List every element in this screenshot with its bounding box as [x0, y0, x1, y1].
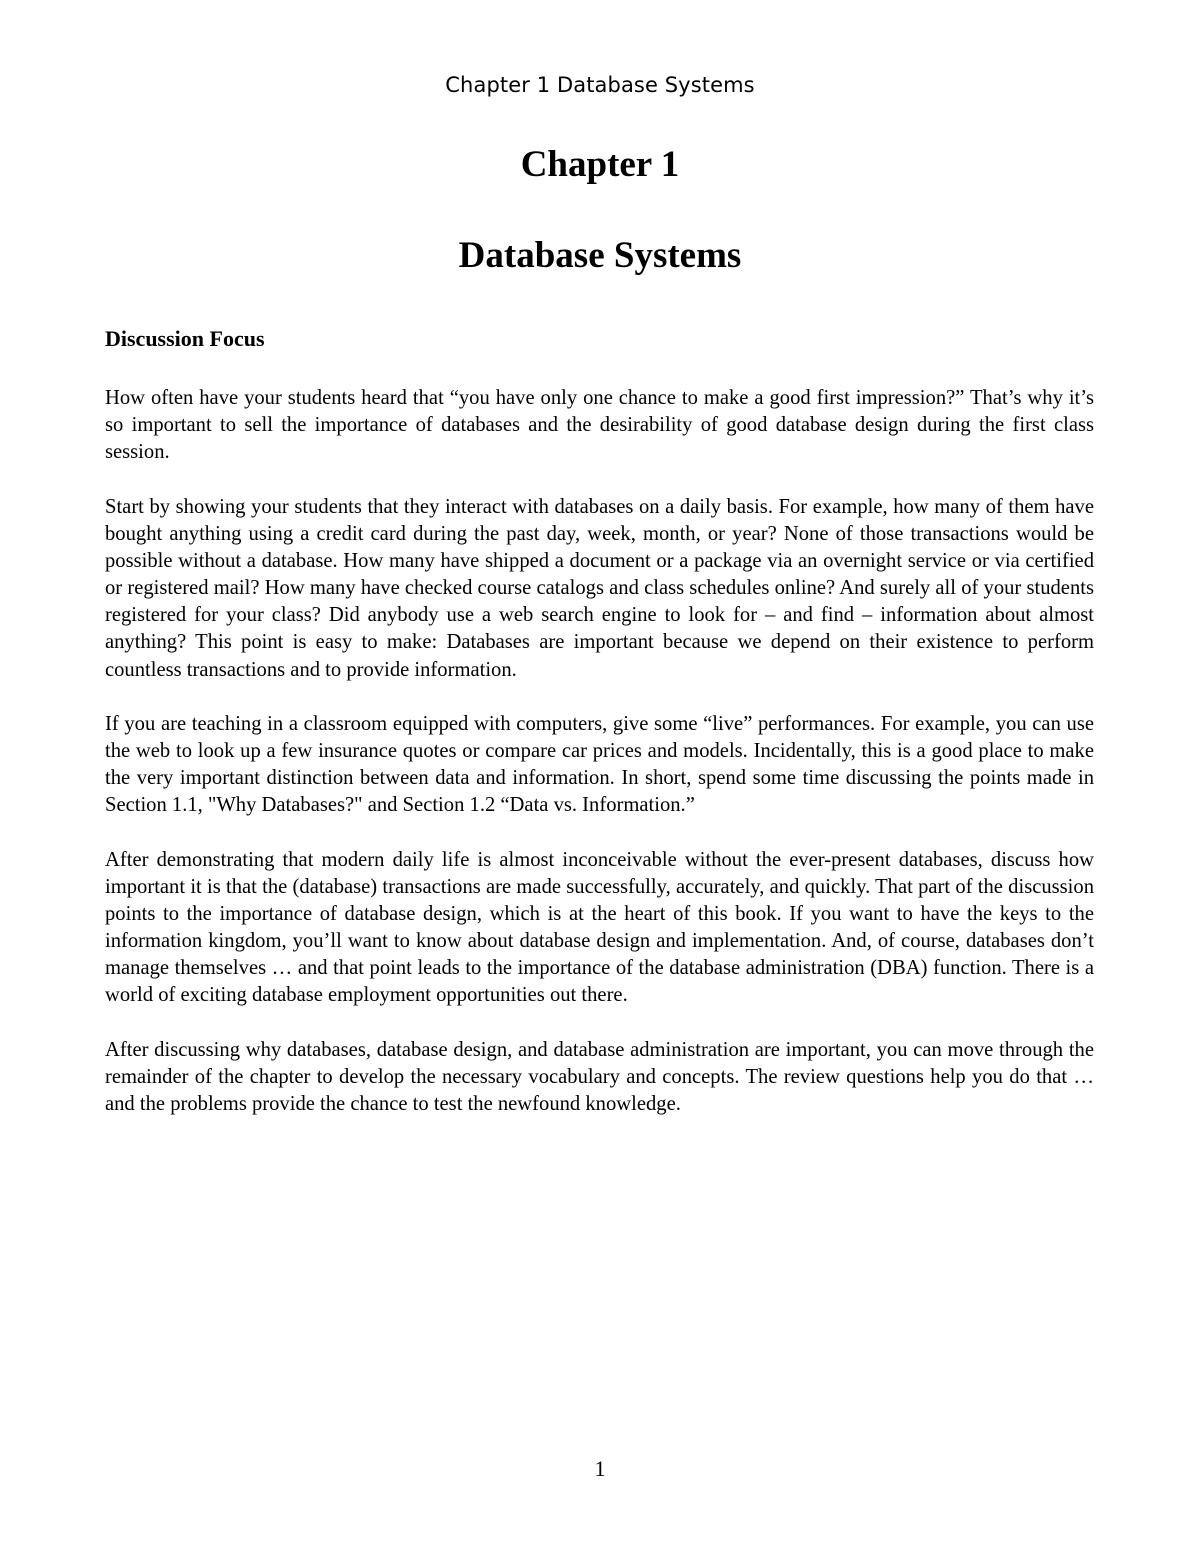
paragraph: Start by showing your students that they interact with databases on a daily basis. For example, how many of them have bought anything using a credit card during the past day, week, month, or year? None of those transactions would be possible without a database. How many have shipped a document or a package via an overnight service or via certified or registered mail? How many have checked course catalogs and class schedules online? And surely all of your students registered for your class? Did anybody use a web search engine to look for – and find – information about almost anything? This point is easy to make: Databases are important because we depend on their existence to perform countless transactions and to provide information. [105, 495, 1094, 681]
paragraph: How often have your students heard that “you have only one chance to make a good first impression?” That’s why it’s so important to sell the importance of databases and the desirability of good database design during the first class session. [105, 387, 1094, 464]
paragraph: If you are teaching in a classroom equipped with computers, give some “live” performances. For example, you can use the web to look up a few insurance quotes or compare car prices and models. Incidentally, this is a good place to make the very important distinction between data and information. In short, spend some time discussing the points made in Section 1.1, "Why Databases?" and Section 1.2 “Data vs. Information.” [105, 712, 1094, 817]
paragraph: After discussing why databases, database design, and database administration are important, you can move through the remainder of the chapter to develop the necessary vocabulary and concepts. The review questions help you do that … and the problems provide the chance to test the newfound knowledge. [105, 1038, 1094, 1115]
body-text [105, 385, 1094, 1145]
chapter-number: Chapter 1 [520, 144, 680, 185]
running-header: Chapter 1 Database Systems [445, 73, 755, 97]
chapter-title: Database Systems [458, 235, 742, 276]
paragraph: After demonstrating that modern daily life is almost inconceivable without the ever-present databases, discuss how important it is that the (database) transactions are made successfully, accurately, and quickly. That part of the discussion points to the importance of database design, which is at the heart of this book. If you want to have the keys to the information kingdom, you’ll want to know about database design and implementation. And, of course, databases don’t manage themselves … and that point leads to the importance of the database administration (DBA) function. There is a world of exciting database employment opportunities out there. [105, 848, 1094, 1007]
page-number: 1 [594, 1456, 606, 1481]
section-heading: Discussion Focus [105, 326, 265, 351]
